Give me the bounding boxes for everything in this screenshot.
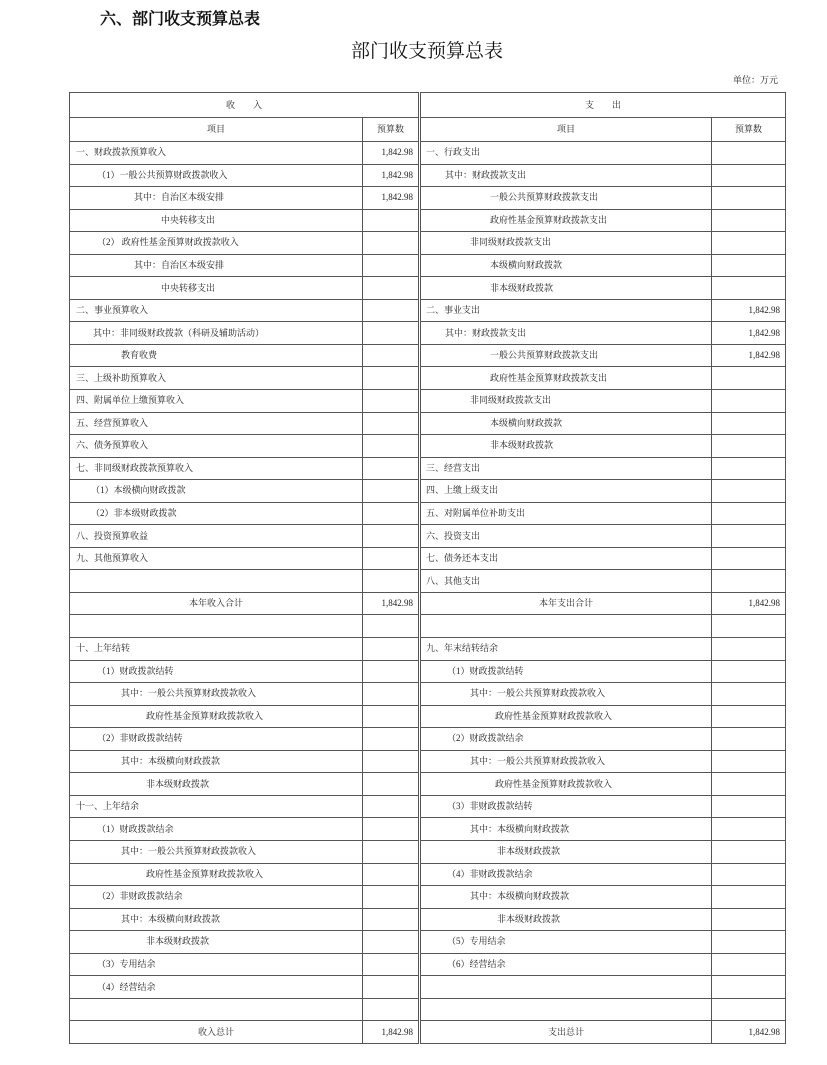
income-item: 二、事业预算收入: [70, 299, 363, 322]
expense-item: 非同级财政拨款支出: [420, 390, 712, 413]
expense-amount: [712, 570, 786, 593]
expense-amount: [712, 795, 786, 818]
expense-item: 其中：一般公共预算财政拨款收入: [420, 683, 712, 706]
table-row: [70, 187, 786, 210]
expense-amount: [712, 232, 786, 255]
income-item: （2）非本级财政拨款: [70, 502, 363, 525]
income-amount: [363, 277, 420, 300]
expense-item: 六、投资支出: [420, 525, 712, 548]
expense-item: 一般公共预算财政拨款支出: [420, 344, 712, 367]
expense-amount: [712, 660, 786, 683]
income-amount: [363, 615, 420, 638]
income-amount: [363, 998, 420, 1021]
expense-item: 七、债务还本支出: [420, 547, 712, 570]
income-item: （2） 政府性基金预算财政拨款收入: [70, 232, 363, 255]
expense-total-label: 支出总计: [420, 1021, 712, 1044]
table-row: [70, 976, 786, 999]
income-item: （1）本级横向财政拨款: [70, 480, 363, 503]
table-row: [70, 322, 786, 345]
income-item: 其中：自治区本级安排: [70, 187, 363, 210]
expense-item: 二、事业支出: [420, 299, 712, 322]
table-row: [70, 683, 786, 706]
table-row: [70, 705, 786, 728]
income-amount: [363, 683, 420, 706]
income-amount: [363, 480, 420, 503]
budget-table: [69, 92, 786, 1044]
expense-item: 政府性基金预算财政拨款收入: [420, 705, 712, 728]
income-section-header: 收 入: [70, 93, 420, 118]
expense-item: 三、经营支出: [420, 457, 712, 480]
table-row: [70, 299, 786, 322]
income-item: 政府性基金预算财政拨款收入: [70, 863, 363, 886]
expense-section-header: 支 出: [420, 93, 786, 118]
expense-amount: [712, 931, 786, 954]
income-amount: [363, 705, 420, 728]
expense-item: 本级横向财政拨款: [420, 412, 712, 435]
expense-item: 本级横向财政拨款: [420, 254, 712, 277]
expense-item: 政府性基金预算财政拨款支出: [420, 209, 712, 232]
table-row: [70, 818, 786, 841]
expense-amount: [712, 908, 786, 931]
table-row: [70, 525, 786, 548]
income-amount: [363, 795, 420, 818]
income-item: （1）一般公共预算财政拨款收入: [70, 164, 363, 187]
expense-item: 政府性基金预算财政拨款支出: [420, 367, 712, 390]
expense-amount: [712, 435, 786, 458]
expense-item: 五、对附属单位补助支出: [420, 502, 712, 525]
income-amount: [363, 818, 420, 841]
expense-item: 四、上缴上级支出: [420, 480, 712, 503]
expense-item: （6）经营结余: [420, 953, 712, 976]
expense-item: （4）非财政拨款结余: [420, 863, 712, 886]
income-item: 其中：本级横向财政拨款: [70, 908, 363, 931]
table-row: [70, 502, 786, 525]
expense-item: 其中：本级横向财政拨款: [420, 886, 712, 909]
income-amount: [363, 750, 420, 773]
income-item: （4）经营结余: [70, 976, 363, 999]
income-item: 其中：本级横向财政拨款: [70, 750, 363, 773]
income-amount: [363, 638, 420, 661]
page-title: 部门收支预算总表: [350, 41, 503, 62]
income-amount: [363, 344, 420, 367]
expense-item: 非同级财政拨款支出: [420, 232, 712, 255]
section-heading: 六、部门收支预算总表: [100, 11, 261, 28]
income-amount: [363, 435, 420, 458]
income-item: 非本级财政拨款: [70, 773, 363, 796]
income-item: 十一、上年结余: [70, 795, 363, 818]
table-row: [70, 547, 786, 570]
grand-total-row: [70, 1021, 786, 1044]
income-total-amount: 1,842.98: [363, 1021, 420, 1044]
income-amount: [363, 840, 420, 863]
table-row: [70, 164, 786, 187]
table-row: [70, 209, 786, 232]
income-item: （3）专用结余: [70, 953, 363, 976]
income-amount: [363, 254, 420, 277]
expense-item: 非本级财政拨款: [420, 908, 712, 931]
expense-amount: [712, 818, 786, 841]
expense-amount: [712, 547, 786, 570]
table-row: [70, 840, 786, 863]
income-item: （1）财政拨款结余: [70, 818, 363, 841]
expense-amount: 1,842.98: [712, 344, 786, 367]
unit-label: 单位：万元: [732, 75, 778, 85]
expense-amount: [712, 187, 786, 210]
expense-amount: [712, 502, 786, 525]
expense-amount: [712, 886, 786, 909]
income-item: [70, 998, 363, 1021]
table-row: [70, 660, 786, 683]
income-amount: [363, 908, 420, 931]
income-amount: 1,842.98: [363, 164, 420, 187]
income-subtotal-label: 本年收入合计: [70, 592, 363, 615]
table-row: [70, 750, 786, 773]
expense-amount-header: 预算数: [712, 118, 786, 142]
income-amount: [363, 525, 420, 548]
expense-amount: [712, 142, 786, 165]
expense-amount: [712, 254, 786, 277]
income-amount: [363, 209, 420, 232]
expense-subtotal-label: 本年支出合计: [420, 592, 712, 615]
income-amount: [363, 953, 420, 976]
table-row: [70, 953, 786, 976]
income-item: 其中：一般公共预算财政拨款收入: [70, 683, 363, 706]
expense-item: [420, 998, 712, 1021]
income-item: 政府性基金预算财政拨款收入: [70, 705, 363, 728]
table-row: [70, 254, 786, 277]
income-amount: [363, 886, 420, 909]
table-row: [70, 390, 786, 413]
income-amount: [363, 232, 420, 255]
expense-item: 非本级财政拨款: [420, 435, 712, 458]
expense-item: 九、年末结转结余: [420, 638, 712, 661]
expense-item: 其中：财政拨款支出: [420, 164, 712, 187]
expense-item: 非本级财政拨款: [420, 840, 712, 863]
expense-amount: [712, 863, 786, 886]
income-item: 其中：自治区本级安排: [70, 254, 363, 277]
expense-amount: [712, 750, 786, 773]
table-row: [70, 638, 786, 661]
income-total-label: 收入总计: [70, 1021, 363, 1044]
income-amount: [363, 412, 420, 435]
table-row: [70, 908, 786, 931]
expense-amount: [712, 953, 786, 976]
income-amount: [363, 773, 420, 796]
income-item: 十、上年结转: [70, 638, 363, 661]
header-row-columns: [70, 118, 786, 142]
income-item: （2）非财政拨款结余: [70, 886, 363, 909]
income-item: 其中：非同级财政拨款（科研及辅助活动）: [70, 322, 363, 345]
expense-item-header: 项目: [420, 118, 712, 142]
income-item: 八、投资预算收益: [70, 525, 363, 548]
income-item: 九、其他预算收入: [70, 547, 363, 570]
expense-item: 政府性基金预算财政拨款收入: [420, 773, 712, 796]
income-amount: [363, 502, 420, 525]
income-subtotal-amount: 1,842.98: [363, 592, 420, 615]
header-row-sections: [70, 93, 786, 118]
expense-item: 八、其他支出: [420, 570, 712, 593]
expense-amount: [712, 773, 786, 796]
expense-amount: [712, 840, 786, 863]
income-amount: [363, 728, 420, 751]
expense-item: 其中：本级横向财政拨款: [420, 818, 712, 841]
expense-item: [420, 976, 712, 999]
income-amount: [363, 390, 420, 413]
table-row: [70, 863, 786, 886]
expense-amount: [712, 998, 786, 1021]
expense-amount: [712, 457, 786, 480]
expense-amount: [712, 209, 786, 232]
income-item: 其中：一般公共预算财政拨款收入: [70, 840, 363, 863]
income-item: 教育收费: [70, 344, 363, 367]
income-amount: [363, 457, 420, 480]
table-row: [70, 457, 786, 480]
income-amount: [363, 976, 420, 999]
income-item: [70, 615, 363, 638]
expense-item: 一、行政支出: [420, 142, 712, 165]
income-amount: [363, 863, 420, 886]
table-row: [70, 931, 786, 954]
income-item: 非本级财政拨款: [70, 931, 363, 954]
table-row: [70, 142, 786, 165]
income-amount: [363, 570, 420, 593]
expense-item: 一般公共预算财政拨款支出: [420, 187, 712, 210]
table-row: [70, 480, 786, 503]
income-amount: [363, 367, 420, 390]
subtotal-row: [70, 592, 786, 615]
expense-item: 其中：一般公共预算财政拨款收入: [420, 750, 712, 773]
income-item: 五、经营预算收入: [70, 412, 363, 435]
blank-row: [70, 998, 786, 1021]
table-row: [70, 412, 786, 435]
expense-amount: [712, 390, 786, 413]
income-item: 三、上级补助预算收入: [70, 367, 363, 390]
income-amount: [363, 660, 420, 683]
income-amount: [363, 299, 420, 322]
table-row: [70, 232, 786, 255]
income-amount: [363, 322, 420, 345]
expense-amount: [712, 683, 786, 706]
expense-item: （5）专用结余: [420, 931, 712, 954]
expense-amount: [712, 976, 786, 999]
income-item-header: 项目: [70, 118, 363, 142]
expense-item: 非本级财政拨款: [420, 277, 712, 300]
income-item: （2）非财政拨款结转: [70, 728, 363, 751]
income-item: 中央转移支出: [70, 277, 363, 300]
income-amount: [363, 931, 420, 954]
table-row: [70, 435, 786, 458]
expense-amount: [712, 480, 786, 503]
income-item: 七、非同级财政拨款预算收入: [70, 457, 363, 480]
income-amount: 1,842.98: [363, 142, 420, 165]
income-item: 中央转移支出: [70, 209, 363, 232]
expense-amount: [712, 615, 786, 638]
expense-amount: [712, 277, 786, 300]
expense-item: （1）财政拨款结转: [420, 660, 712, 683]
income-item: 四、附属单位上缴预算收入: [70, 390, 363, 413]
expense-amount: 1,842.98: [712, 299, 786, 322]
table-row: [70, 277, 786, 300]
table-row: [70, 570, 786, 593]
expense-amount: [712, 728, 786, 751]
table-row: [70, 886, 786, 909]
expense-item: （2）财政拨款结余: [420, 728, 712, 751]
table-row: [70, 773, 786, 796]
expense-item: 其中：财政拨款支出: [420, 322, 712, 345]
income-item: 六、债务预算收入: [70, 435, 363, 458]
income-amount-header: 预算数: [363, 118, 420, 142]
expense-amount: [712, 705, 786, 728]
expense-item: [420, 615, 712, 638]
expense-amount: [712, 164, 786, 187]
expense-amount: [712, 525, 786, 548]
expense-amount: [712, 638, 786, 661]
table-row: [70, 344, 786, 367]
income-item: [70, 570, 363, 593]
income-item: （1）财政拨款结转: [70, 660, 363, 683]
income-item: 一、财政拨款预算收入: [70, 142, 363, 165]
expense-amount: 1,842.98: [712, 322, 786, 345]
table-row: [70, 367, 786, 390]
blank-row: [70, 615, 786, 638]
table-row: [70, 795, 786, 818]
expense-total-amount: 1,842.98: [712, 1021, 786, 1044]
expense-amount: [712, 367, 786, 390]
expense-subtotal-amount: 1,842.98: [712, 592, 786, 615]
expense-amount: [712, 412, 786, 435]
table-row: [70, 728, 786, 751]
income-amount: 1,842.98: [363, 187, 420, 210]
expense-item: （3）非财政拨款结转: [420, 795, 712, 818]
income-amount: [363, 547, 420, 570]
